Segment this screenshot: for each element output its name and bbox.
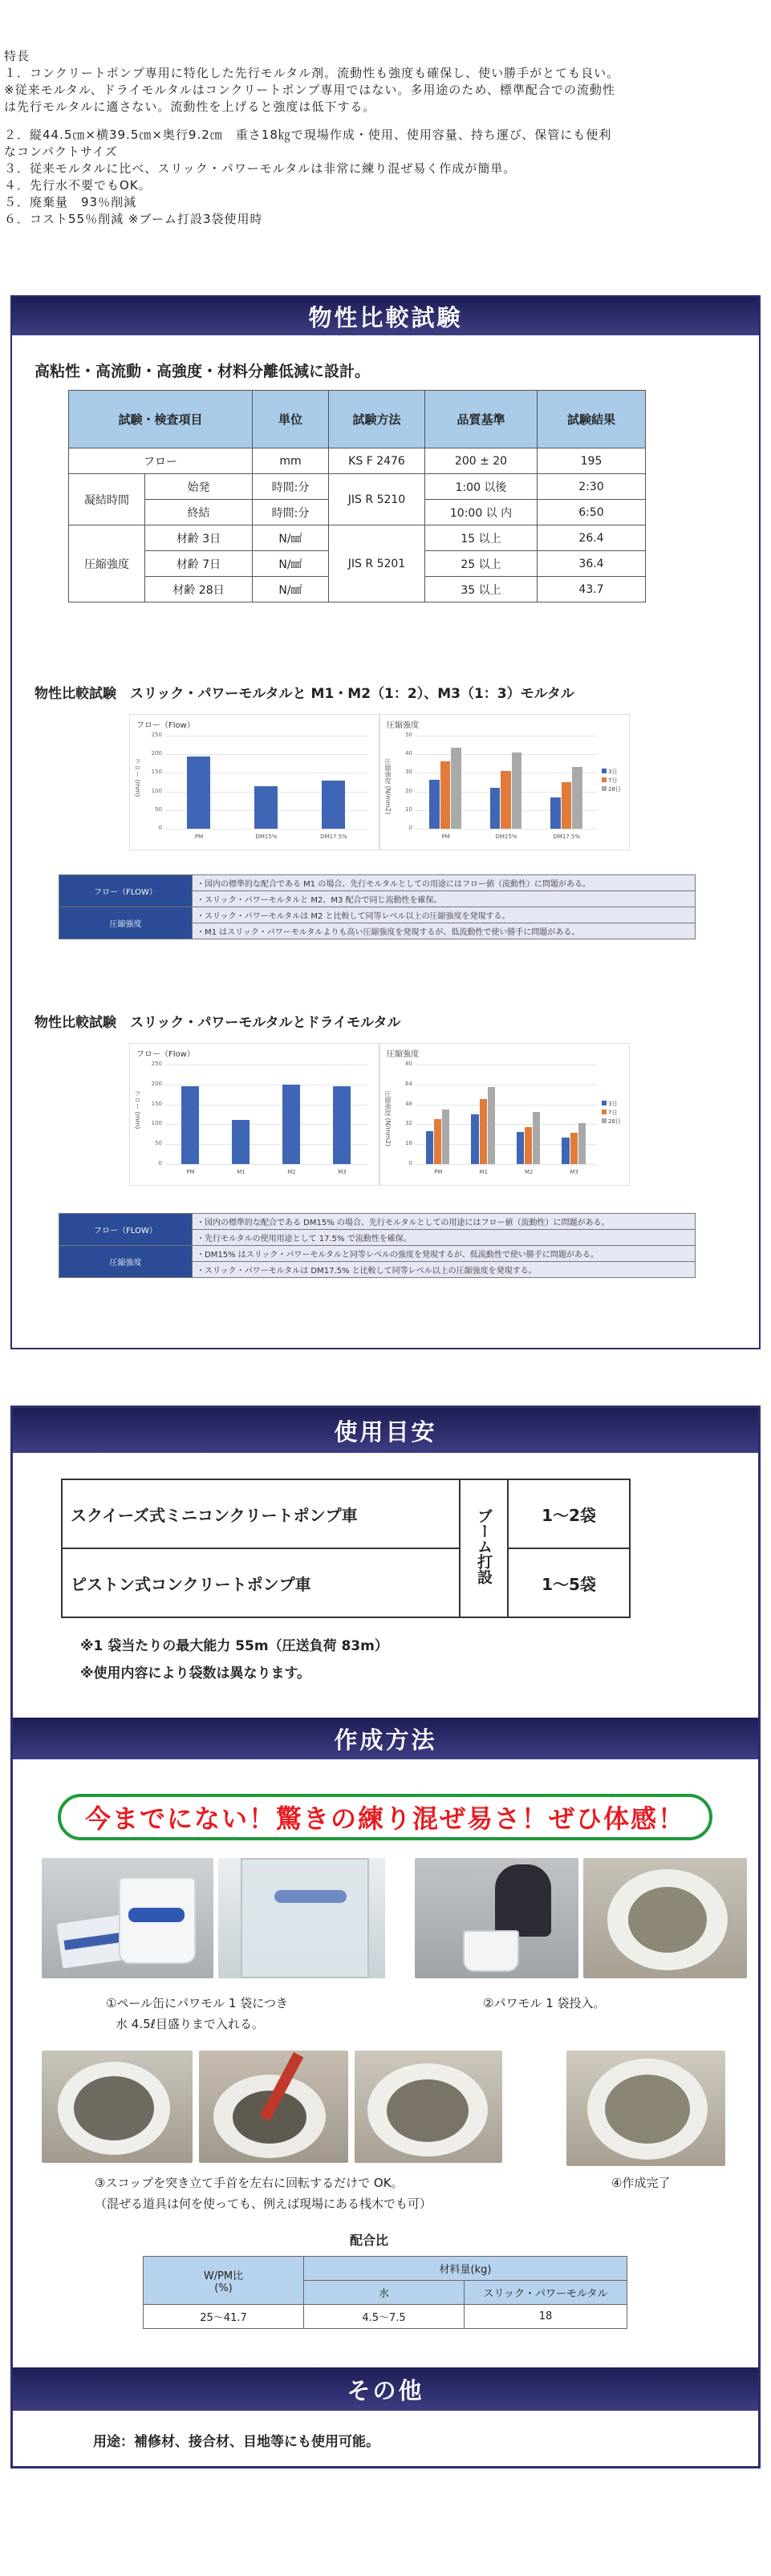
mix-header: 水 <box>304 2281 465 2305</box>
cell: N/㎟ <box>253 551 329 577</box>
usage-note: ※使用内容により袋数は異なります。 <box>80 1665 311 1681</box>
plot-area <box>416 1065 597 1164</box>
legend-swatch <box>602 1118 607 1123</box>
x-tick-label: M3 <box>570 1169 578 1175</box>
legend-label: 28日 <box>608 1118 621 1125</box>
note-row <box>59 1214 696 1230</box>
legend-item <box>602 785 621 794</box>
bar <box>480 1099 487 1164</box>
y-tick-label: 20 <box>405 787 412 794</box>
chart-title: フロー（Flow） <box>136 721 195 730</box>
cell: 時間:分 <box>253 500 329 525</box>
cell: 始発 <box>145 474 253 500</box>
header-item: 試験・検査項目 <box>69 391 253 448</box>
bucket-water-photo <box>218 1858 385 1978</box>
y-axis-label: 圧縮強度 (N/mm2) <box>384 758 392 815</box>
gridline <box>165 1164 367 1165</box>
features-heading: 特長 <box>4 49 30 63</box>
bar <box>322 781 345 829</box>
cell: 195 <box>538 448 646 474</box>
flow-chart-2 <box>129 1043 379 1186</box>
note-label: 圧縮強度 <box>59 1246 193 1278</box>
feature-line: は先行モルタルに適さない。流動性を上げると強度は低下する。 <box>4 99 376 114</box>
gridline <box>416 829 597 830</box>
cell: 1:00 以後 <box>425 474 538 500</box>
y-tick-label: 0 <box>408 825 412 831</box>
strength-chart-1 <box>379 714 630 850</box>
step1-caption <box>106 1993 288 2034</box>
feature-line: ５．廃棄量 93％削減 <box>4 195 137 209</box>
step2-caption: ②パワモル 1 袋投入。 <box>483 1996 606 2010</box>
table-row <box>69 525 646 551</box>
note-row <box>59 907 696 923</box>
mixing-photo-2 <box>199 2051 348 2163</box>
compare2-notes <box>59 1213 696 1278</box>
compare1-heading: 物性比較試験 スリック・パワーモルタルと M1・M2（1：2）、M3（1：3）モルタル <box>34 686 574 702</box>
feature-line: ４．先行水不要でもOK。 <box>4 178 152 193</box>
cell: 200 ± 20 <box>425 448 538 474</box>
header-standard: 品質基準 <box>425 391 538 448</box>
cell: 時間:分 <box>253 474 329 500</box>
x-tick-label: M1 <box>237 1169 246 1175</box>
bucket-photo <box>42 1858 213 1978</box>
mix-title: 配合比 <box>350 2233 389 2248</box>
note-label: 圧縮強度 <box>59 907 193 939</box>
cell: 材齢 3日 <box>145 525 253 551</box>
strength-chart-2 <box>379 1043 630 1186</box>
chart-title: フロー（Flow） <box>136 1050 195 1059</box>
table-row <box>144 2257 627 2281</box>
pump-type: スクイーズ式ミニコンクリートポンプ車 <box>62 1479 460 1548</box>
cell: 25 以上 <box>425 551 538 577</box>
section-title: 使用目安 <box>13 1408 758 1453</box>
cell: N/㎟ <box>253 577 329 602</box>
note-text: ・M1 はスリック・パワーモルタルよりも高い圧縮強度を発現するが、低流動性で使い勝手に問題がある。 <box>193 923 696 939</box>
y-tick-label: 150 <box>151 1100 162 1107</box>
cell: 凝結時間 <box>69 474 145 525</box>
y-tick-label: 200 <box>151 750 162 757</box>
usage-note: ※1 袋当たりの最大能力 55m（圧送負荷 83m） <box>80 1638 388 1654</box>
cell: 25～41.7 <box>144 2305 304 2329</box>
bar <box>471 1114 478 1164</box>
legend-swatch <box>602 1101 607 1105</box>
table-row <box>69 474 646 500</box>
cell: 36.4 <box>538 551 646 577</box>
y-tick-label: 40 <box>405 750 412 757</box>
mix-header: 材料量(kg) <box>304 2257 627 2281</box>
bar <box>442 1110 449 1164</box>
bar <box>533 1112 540 1164</box>
bar <box>517 1132 524 1164</box>
usage-table <box>61 1479 631 1618</box>
bar <box>187 757 210 829</box>
boom-label-text: ブーム打設 <box>475 1507 493 1584</box>
legend-swatch <box>602 786 607 791</box>
bar <box>562 1138 569 1164</box>
legend-label: 3日 <box>608 769 618 775</box>
cell: 圧縮強度 <box>69 525 145 602</box>
y-tick-label: 200 <box>151 1080 162 1087</box>
cell: JIS R 5210 <box>329 474 425 525</box>
pouring-photo <box>415 1858 578 1978</box>
y-tick-label: 50 <box>405 732 412 738</box>
finished-photo <box>566 2051 725 2166</box>
x-tick-label: M1 <box>479 1169 488 1175</box>
legend-label: 3日 <box>608 1101 618 1107</box>
cell: 6:50 <box>538 500 646 525</box>
y-tick-label: 50 <box>155 1140 162 1147</box>
y-axis-label: フロー (mm) <box>134 758 141 797</box>
bar <box>570 1133 578 1164</box>
legend-swatch <box>602 769 607 773</box>
chart-title: 圧縮強度 <box>387 721 419 730</box>
cell: 材齢 7日 <box>145 551 253 577</box>
note-text: ・国内の標準的な配合である M1 の場合、先行モルタルとしての用途にはフロー値（流動性）に問題がある。 <box>193 875 696 891</box>
bar <box>181 1086 199 1164</box>
cell: N/㎟ <box>253 525 329 551</box>
y-axis-label: フロー (mm) <box>134 1090 141 1130</box>
compare1-notes <box>59 874 696 939</box>
x-tick-label: PM <box>194 834 204 840</box>
bar <box>451 748 461 829</box>
bag-count: 1～2袋 <box>508 1479 630 1548</box>
caption-line: 水 4.5ℓ目盛りまで入れる。 <box>116 2017 264 2031</box>
feature-line: １．コンクリートポンプ専用に特化した先行モルタル剤。流動性も強度も確保し、使い勝手がとても良い。 <box>4 66 620 80</box>
plot-area <box>165 1065 367 1164</box>
cell: 35 以上 <box>425 577 538 602</box>
legend-label: 7日 <box>608 1110 618 1116</box>
table-header-row <box>69 391 646 448</box>
mix-header <box>144 2257 304 2305</box>
bar <box>434 1119 441 1164</box>
section-subtitle: 高粘性・高流動・高強度・材料分離低減に設計。 <box>34 363 371 380</box>
cell: KS F 2476 <box>329 448 425 474</box>
header-method: 試験方法 <box>329 391 425 448</box>
section-title: 作成方法 <box>13 1718 758 1759</box>
cell: 26.4 <box>538 525 646 551</box>
bar <box>572 767 582 829</box>
cell: 終結 <box>145 500 253 525</box>
bar <box>490 788 501 829</box>
bar <box>488 1087 495 1164</box>
y-tick-label: 80 <box>405 1061 412 1067</box>
legend-item <box>602 1109 621 1118</box>
note-text: ・先行モルタルの使用用途として 17.5% で流動性を確保。 <box>193 1230 696 1246</box>
note-text: ・スリック・パワーモルタルは DM17.5% と比較して同等レベル以上の圧縮強度を発現する。 <box>193 1262 696 1278</box>
cell: 4.5～7.5 <box>304 2305 465 2329</box>
y-tick-label: 50 <box>155 805 162 813</box>
y-tick-label: 10 <box>405 805 412 813</box>
cell: JIS R 5201 <box>329 525 425 602</box>
caption-line: ①ペール缶にパワモル 1 袋につき <box>106 1996 288 2010</box>
y-tick-label: 64 <box>405 1080 412 1087</box>
note-label: フロー（FLOW） <box>59 875 193 907</box>
spec-table <box>68 390 646 602</box>
bar <box>562 782 572 829</box>
bag-count: 1～5袋 <box>508 1548 630 1617</box>
chart-legend <box>602 768 621 794</box>
note-label: フロー（FLOW） <box>59 1214 193 1246</box>
usage-text: 用途：補修材、接合材、目地等にも使用可能。 <box>93 2434 379 2450</box>
y-tick-label: 250 <box>151 1061 162 1067</box>
section-title: 物性比較試験 <box>12 297 759 335</box>
feature-line: ３．従来モルタルに比べ、スリック・パワーモルタルは非常に練り混ぜ易く作成が簡単。 <box>4 161 517 176</box>
powder-bucket-photo <box>583 1858 747 1978</box>
x-tick-label: DM15% <box>255 834 278 840</box>
features-text <box>4 48 770 228</box>
plot-area <box>165 736 367 829</box>
table-row <box>62 1479 630 1548</box>
x-tick-label: M2 <box>287 1169 296 1175</box>
mixing-photo-3 <box>355 2051 502 2163</box>
x-tick-label: PM <box>441 834 450 840</box>
plot-area <box>416 736 597 829</box>
caption-line: （混ぜる道具は何を使っても、例えば現場にある桟木でも可） <box>95 2197 432 2211</box>
x-tick-label: PM <box>186 1169 195 1175</box>
bar <box>282 1085 300 1164</box>
pump-type: ピストン式コンクリートポンプ車 <box>62 1548 460 1617</box>
legend-item <box>602 768 621 777</box>
mix-table <box>143 2256 627 2329</box>
legend-label: 7日 <box>608 777 618 784</box>
bar <box>501 771 511 829</box>
y-tick-label: 0 <box>408 1160 412 1166</box>
chart-legend <box>602 1100 621 1126</box>
cell: 2:30 <box>538 474 646 500</box>
table-row <box>144 2305 627 2329</box>
cell: mm <box>253 448 329 474</box>
compare2-heading: 物性比較試験 スリック・パワーモルタルとドライモルタル <box>34 1015 401 1031</box>
bar <box>232 1120 250 1164</box>
cell: 43.7 <box>538 577 646 602</box>
x-tick-label: DM15% <box>495 834 517 840</box>
physical-test-panel <box>10 295 761 1349</box>
y-axis-label: 圧縮強度 (N/mm2) <box>384 1090 392 1147</box>
feature-line: ２．縦44.5㎝×横39.5㎝×奥行9.2㎝ 重さ18㎏で現場作成・使用、使用容量、持ち運び、保管にも便利 <box>4 128 612 142</box>
bar <box>525 1127 532 1165</box>
note-text: ・スリック・パワーモルタルと M2、M3 配合で同じ流動性を確保。 <box>193 891 696 907</box>
header-unit: 単位 <box>253 391 329 448</box>
bar <box>578 1123 586 1164</box>
section-title: その他 <box>13 2367 758 2411</box>
bar <box>429 780 440 829</box>
legend-item <box>602 1100 621 1109</box>
y-tick-label: 30 <box>405 769 412 776</box>
mix-header-line: (%) <box>214 2282 233 2294</box>
step4-caption: ④作成完了 <box>611 2176 671 2190</box>
legend-item <box>602 777 621 785</box>
table-row <box>62 1548 630 1617</box>
y-tick-label: 0 <box>158 1160 162 1166</box>
legend-swatch <box>602 777 607 782</box>
caption-line: ③スコップを突き立て手首を左右に回転するだけで OK。 <box>95 2176 404 2190</box>
x-tick-label: PM <box>434 1169 443 1175</box>
legend-swatch <box>602 1110 607 1114</box>
mix-header: スリック・パワーモルタル <box>465 2281 627 2305</box>
y-tick-label: 48 <box>405 1100 412 1107</box>
gridline <box>165 829 367 830</box>
y-tick-label: 16 <box>405 1140 412 1147</box>
note-row <box>59 1246 696 1262</box>
highlight-banner: 今までにない！驚きの練り混ぜ易さ！ぜひ体感！ <box>58 1794 712 1840</box>
step3-caption <box>95 2172 432 2214</box>
cell: フロー <box>69 448 253 474</box>
feature-line: なコンパクトサイズ <box>4 144 118 159</box>
y-tick-label: 250 <box>151 732 162 738</box>
note-text: ・国内の標準的な配合である DM15% の場合、先行モルタルとしての用途にはフロー値（流動性）に問題がある。 <box>193 1214 696 1230</box>
note-text: ・DM15% はスリック・パワーモルタルと同等レベルの強度を発現するが、低流動性で使い勝手に問題がある。 <box>193 1246 696 1262</box>
y-tick-label: 150 <box>151 769 162 776</box>
y-tick-label: 32 <box>405 1120 412 1127</box>
x-tick-label: DM17.5% <box>553 834 581 840</box>
legend-label: 28日 <box>608 786 621 793</box>
y-tick-label: 0 <box>158 825 162 831</box>
legend-item <box>602 1118 621 1126</box>
bar <box>512 753 522 829</box>
header-result: 試験結果 <box>538 391 646 448</box>
cell: 15 以上 <box>425 525 538 551</box>
mix-header-line: W/PM比 <box>203 2270 244 2282</box>
bar <box>550 797 561 829</box>
x-tick-label: DM17.5% <box>320 834 347 840</box>
flow-chart-1 <box>129 714 379 850</box>
chart-title: 圧縮強度 <box>387 1050 419 1059</box>
note-row <box>59 875 696 891</box>
feature-line: ※従来モルタル、ドライモルタルはコンクリートポンプ専用ではない。多用途のため、標準配合での流動性 <box>4 83 615 97</box>
cell: 18 <box>465 2305 627 2329</box>
y-tick-label: 100 <box>151 1120 162 1127</box>
cell: 10:00 以 内 <box>425 500 538 525</box>
gridline <box>416 1164 597 1165</box>
cell: 材齢 28日 <box>145 577 253 602</box>
note-text: ・スリック・パワーモルタルは M2 と比較して同等レベル以上の圧縮強度を発現する。 <box>193 907 696 923</box>
bar <box>333 1086 351 1164</box>
bar <box>254 786 278 829</box>
x-tick-label: M2 <box>525 1169 534 1175</box>
mixing-photo-1 <box>42 2051 193 2163</box>
feature-line: ６．コスト55％削減 ※ブーム打設3袋使用時 <box>4 212 263 226</box>
table-row <box>69 448 646 474</box>
bar <box>440 761 451 829</box>
y-tick-label: 100 <box>151 787 162 794</box>
x-tick-label: M3 <box>338 1169 347 1175</box>
bar <box>426 1131 433 1164</box>
boom-label <box>460 1479 508 1617</box>
